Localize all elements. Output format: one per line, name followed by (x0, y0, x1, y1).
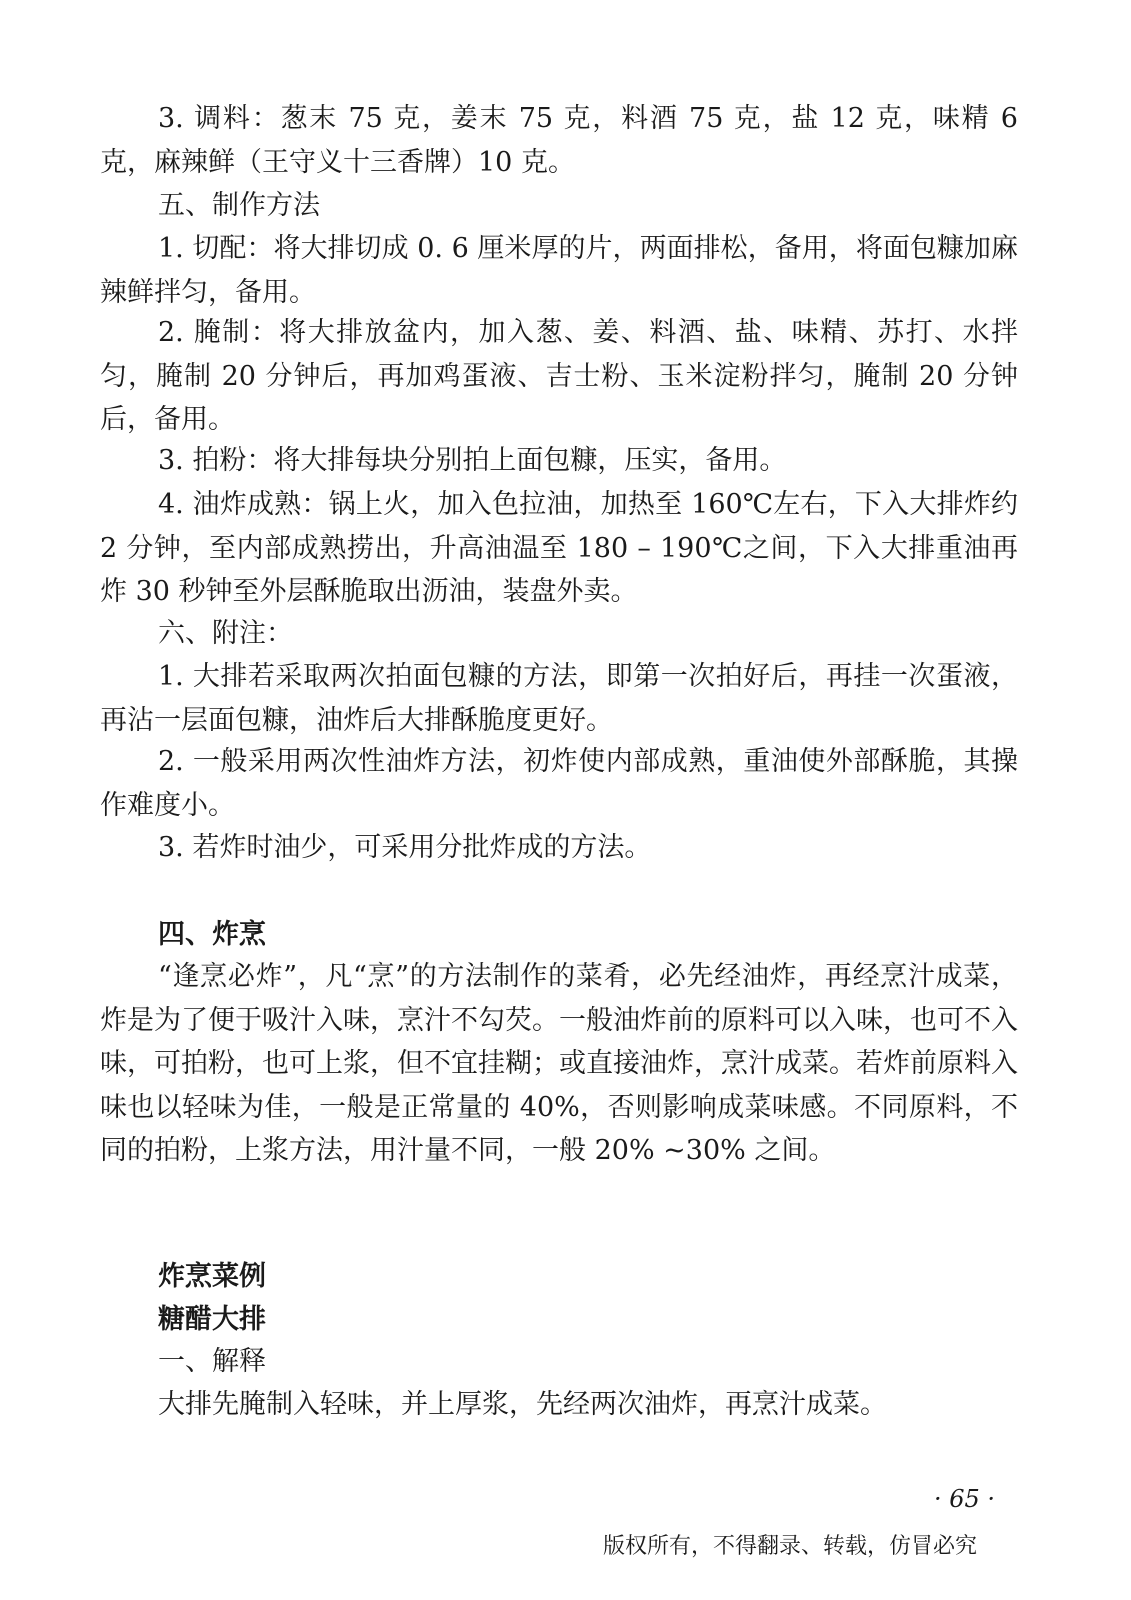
paragraph-seasoning: 3. 调料：葱末 75 克，姜末 75 克，料酒 75 克，盐 12 克，味精 6 克，麻辣鲜（王守义十三香牌）10 克。 (100, 103, 1018, 178)
heading-recipe-title: 糖醋大排 (158, 1304, 266, 1335)
copyright-notice: 版权所有，不得翻录、转载，仿冒必究 (602, 1534, 977, 1559)
paragraph-zhapeng-intro: “逢烹必炸”，凡“烹”的方法制作的菜肴，必先经油炸，再经烹汁成菜，炸是为了便于吸汁入味，烹汁不勾芡。一般油炸前的原料可以入味，也可不入味，可拍粉，也可上浆，但不宜挂糊；或直接油炸，烹汁成菜。若炸前原料入味也以轻味为佳，一般是正常量的 40%，否则影响成菜味感。不同原料，不同的拍粉，上浆方法，用汁量不同，一般 20% ~30% 之间。 (100, 961, 1018, 1166)
paragraph-note-2: 2. 一般采用两次性油炸方法，初炸使内部成熟，重油使外部酥脆，其操作难度小。 (100, 746, 1018, 821)
section-heading-notes: 六、附注： (158, 618, 293, 649)
paragraph-dusting: 3. 拍粉：将大排每块分别拍上面包糠，压实，备用。 (158, 445, 787, 476)
paragraph-frying: 4. 油炸成熟：锅上火，加入色拉油，加热至 160℃左右，下入大排炸约 2 分钟，至内部成熟捞出，升高油温至 180 – 190℃之间，下入大排重油再炸 30 秒钟至外层酥脆取出沥油，装盘外卖。 (100, 489, 1018, 607)
paragraph-cutting: 1. 切配：将大排切成 0. 6 厘米厚的片，两面排松，备用，将面包糠加麻辣鲜拌匀，备用。 (100, 233, 1018, 308)
paragraph-marinating: 2. 腌制：将大排放盆内，加入葱、姜、料酒、盐、味精、苏打、水拌匀，腌制 20 分钟后，再加鸡蛋液、吉士粉、玉米淀粉拌匀，腌制 20 分钟后，备用。 (100, 317, 1018, 435)
paragraph-explanation: 大排先腌制入轻味，并上厚浆，先经两次油炸，再烹汁成菜。 (158, 1389, 887, 1420)
paragraph-note-1: 1. 大排若采取两次拍面包糠的方法，即第一次拍好后，再挂一次蛋液，再沾一层面包糠，油炸后大排酥脆度更好。 (100, 661, 1018, 736)
heading-recipe-examples: 炸烹菜例 (158, 1261, 266, 1292)
chapter-heading-zhapeng: 四、炸烹 (158, 919, 266, 950)
paragraph-note-3: 3. 若炸时油少，可采用分批炸成的方法。 (158, 832, 652, 863)
section-heading-explanation: 一、解释 (158, 1346, 266, 1377)
section-heading-method: 五、制作方法 (158, 190, 320, 221)
page-number: · 65 · (933, 1485, 995, 1513)
